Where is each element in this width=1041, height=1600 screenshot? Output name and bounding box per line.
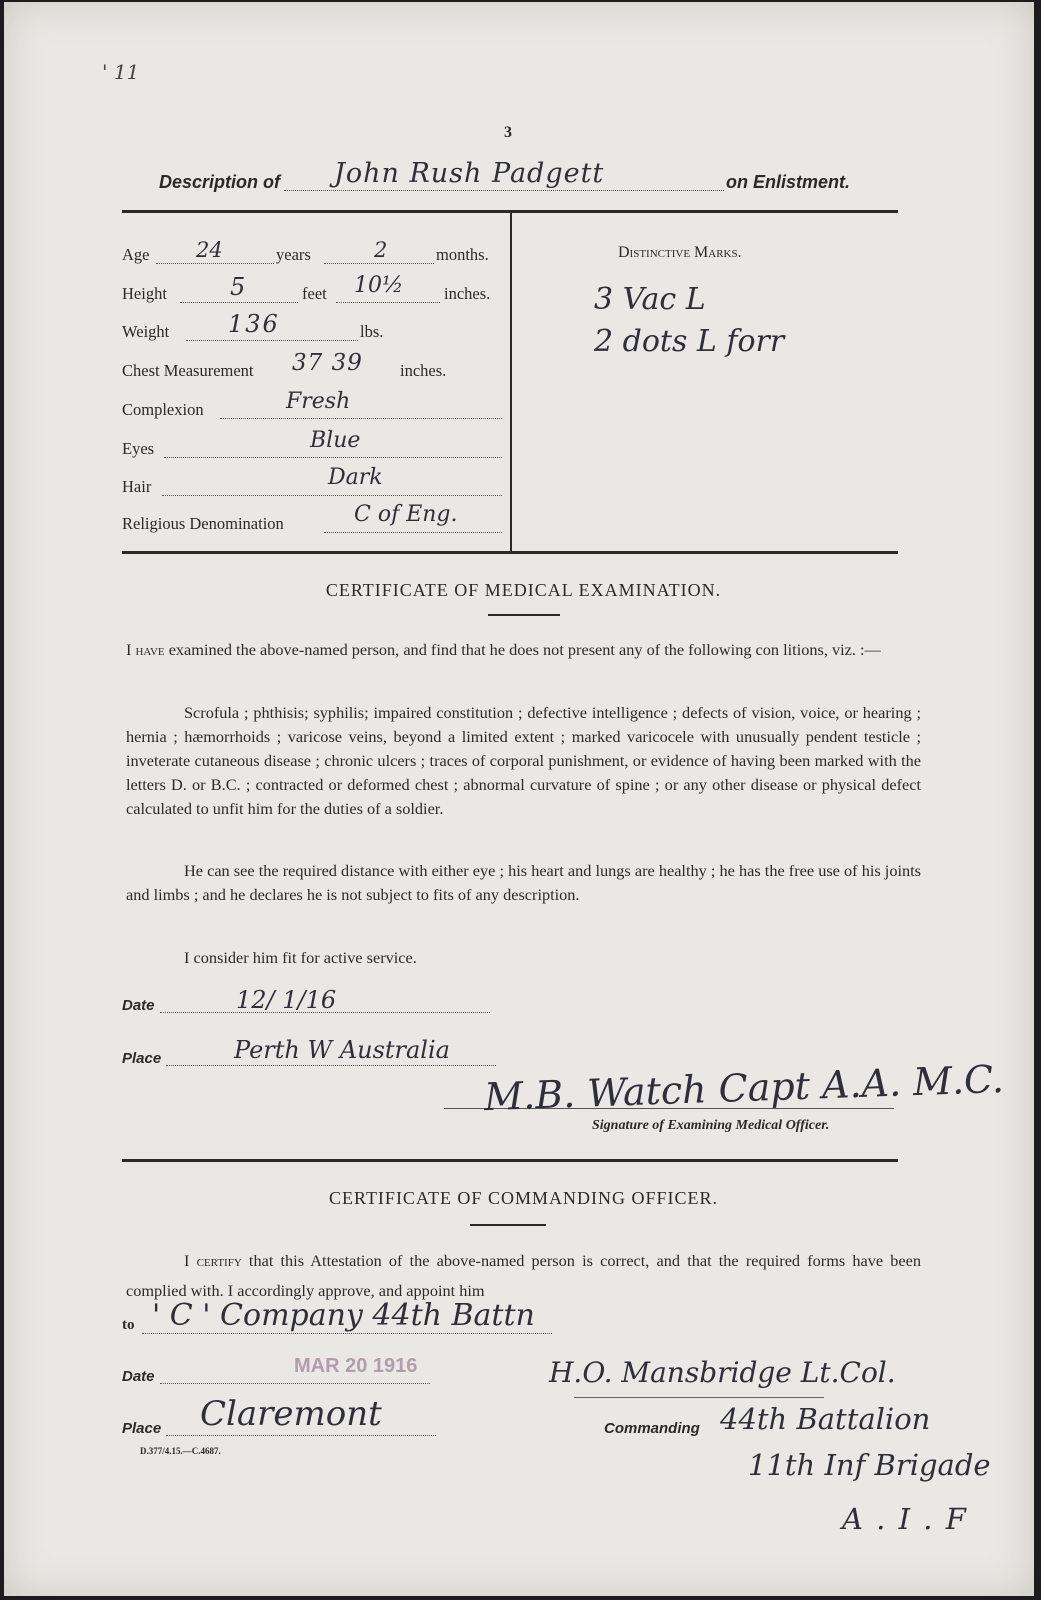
commanding-date-dotline <box>160 1383 430 1384</box>
force-value: A . I . F <box>842 1502 968 1536</box>
months-dotline <box>324 263 434 264</box>
commanding-date-label: Date <box>122 1368 155 1385</box>
religion-dotline <box>324 532 502 533</box>
commanding-to-label: to <box>122 1317 135 1333</box>
complexion-dotline <box>220 418 502 419</box>
lbs-label: lbs. <box>360 322 384 341</box>
commanding-heading: CERTIFICATE OF COMMANDING OFFICER. <box>329 1188 718 1208</box>
age-months: 2 <box>374 238 388 262</box>
commanding-place-label: Place <box>122 1420 162 1437</box>
commanding-place-dotline <box>166 1435 436 1436</box>
chest-unit: inches. <box>400 361 447 380</box>
brigade-value: 11th Inf Brigade <box>748 1448 991 1482</box>
medical-date-value: 12/ 1/16 <box>236 986 337 1014</box>
description-dotline <box>284 190 724 191</box>
medical-p3-text: He can see the required distance with either eye ; his heart and lungs are healthy ; he has the free use of his joints and limbs ; and he declares he is not subject to fits of any description. <box>126 861 921 904</box>
commanding-label: Commanding <box>604 1420 700 1437</box>
medical-paragraph-1 <box>126 638 921 662</box>
inches-label: inches. <box>444 284 491 303</box>
medical-signature-caption: Signature of Examining Medical Officer. <box>592 1118 830 1133</box>
distinctive-marks-line2: 2 dots L forr <box>594 324 785 359</box>
description-prefix: Description of <box>159 172 281 192</box>
commanding-p1-text: that this Attestation of the above-named person is correct, and that the required forms have been complied with. I accordingly approve, and appoint him <box>126 1251 921 1300</box>
chest-label: Chest Measurement <box>122 361 254 380</box>
age-label: Age <box>122 245 150 264</box>
months-label: months. <box>436 245 489 264</box>
distinctive-marks-line1: 3 Vac L <box>594 282 706 317</box>
table-divider <box>510 212 512 552</box>
commanding-unit-value: 44th Battalion <box>720 1402 931 1436</box>
section-divider <box>122 1159 898 1162</box>
weight-dotline <box>186 340 358 341</box>
medical-p1-text: examined the above-named person, and find that he does not present any of the following con litions, viz. :— <box>164 640 881 659</box>
date-stamp: MAR 20 1916 <box>294 1355 418 1377</box>
weight-label: Weight <box>122 322 170 341</box>
medical-paragraph-4 <box>126 946 921 970</box>
medical-place-dotline <box>166 1065 496 1066</box>
height-label: Height <box>122 284 167 303</box>
feet-dotline <box>180 302 298 303</box>
medical-heading: CERTIFICATE OF MEDICAL EXAMINATION. <box>325 580 722 600</box>
attestation-page <box>4 2 1034 1596</box>
commanding-paragraph <box>126 1246 921 1306</box>
hair-dotline <box>162 495 502 496</box>
description-suffix: on Enlistment. <box>726 172 851 192</box>
complexion-value: Fresh <box>286 389 351 414</box>
age-years: 24 <box>196 238 223 262</box>
medical-officer-signature: M.B. Watch Capt A.A. M.C. <box>483 1056 1005 1120</box>
soldier-name: John Rush Padgett <box>334 158 605 189</box>
medical-p2-text: Scrofula ; phthisis; syphilis; impaired constitution ; defective intelligence ; defects of vision, voice, or hearing ; hernia ; hæmorrhoids ; varicose veins, beyond a limited extent ; marked varicocele with unusually pendent testicle ; inveterate cutaneous disease ; chronic ulcers ; traces of corporal punishment, or evidence of having been marked with the letters D. or B.C. ; contracted or deformed chest ; abnormal curvature of spine ; or any other disease or physical defect calculated to unfit him for the duties of a soldier. <box>126 703 921 818</box>
medical-paragraph-2 <box>126 701 921 821</box>
medical-p4-text: I consider him fit for active service. <box>184 948 417 967</box>
eyes-value: Blue <box>310 428 361 453</box>
commanding-place-value: Claremont <box>200 1394 382 1434</box>
medical-place-label: Place <box>122 1050 162 1067</box>
eyes-dotline <box>164 457 502 458</box>
complexion-label: Complexion <box>122 400 204 419</box>
height-feet: 5 <box>230 273 246 301</box>
commanding-signature-line <box>574 1397 824 1398</box>
medical-heading-rule <box>488 614 560 616</box>
commanding-heading-rule <box>470 1224 546 1226</box>
height-inches: 10½ <box>354 273 404 298</box>
inches-dotline <box>336 302 440 303</box>
corner-mark: ' 11 <box>102 60 140 84</box>
weight-value: 136 <box>228 310 280 338</box>
religion-value: C of Eng. <box>354 502 458 527</box>
feet-label: feet <box>302 284 327 303</box>
page-number: 3 <box>504 124 512 141</box>
commanding-p1-lead: I certify <box>184 1251 242 1270</box>
medical-p1-lead: I have <box>126 640 165 659</box>
commanding-officer-signature: H.O. Mansbridge Lt.Col. <box>549 1356 896 1389</box>
medical-date-label: Date <box>122 997 155 1014</box>
hair-label: Hair <box>122 477 152 496</box>
commanding-to-dotline <box>142 1333 552 1334</box>
age-dotline <box>156 263 274 264</box>
chest-value: 37 39 <box>292 350 363 376</box>
years-label: years <box>276 245 311 264</box>
table-bottom-rule <box>122 551 898 554</box>
medical-paragraph-3 <box>126 859 921 907</box>
commanding-to-value: ' C ' Company 44th Battn <box>152 1298 535 1333</box>
eyes-label: Eyes <box>122 439 155 458</box>
form-code: D.377/4.15.—C.4687. <box>140 1446 221 1456</box>
distinctive-marks-heading: Distinctive Marks. <box>618 244 742 261</box>
religion-label: Religious Denomination <box>122 514 284 533</box>
hair-value: Dark <box>328 465 383 490</box>
medical-place-value: Perth W Australia <box>234 1036 450 1064</box>
